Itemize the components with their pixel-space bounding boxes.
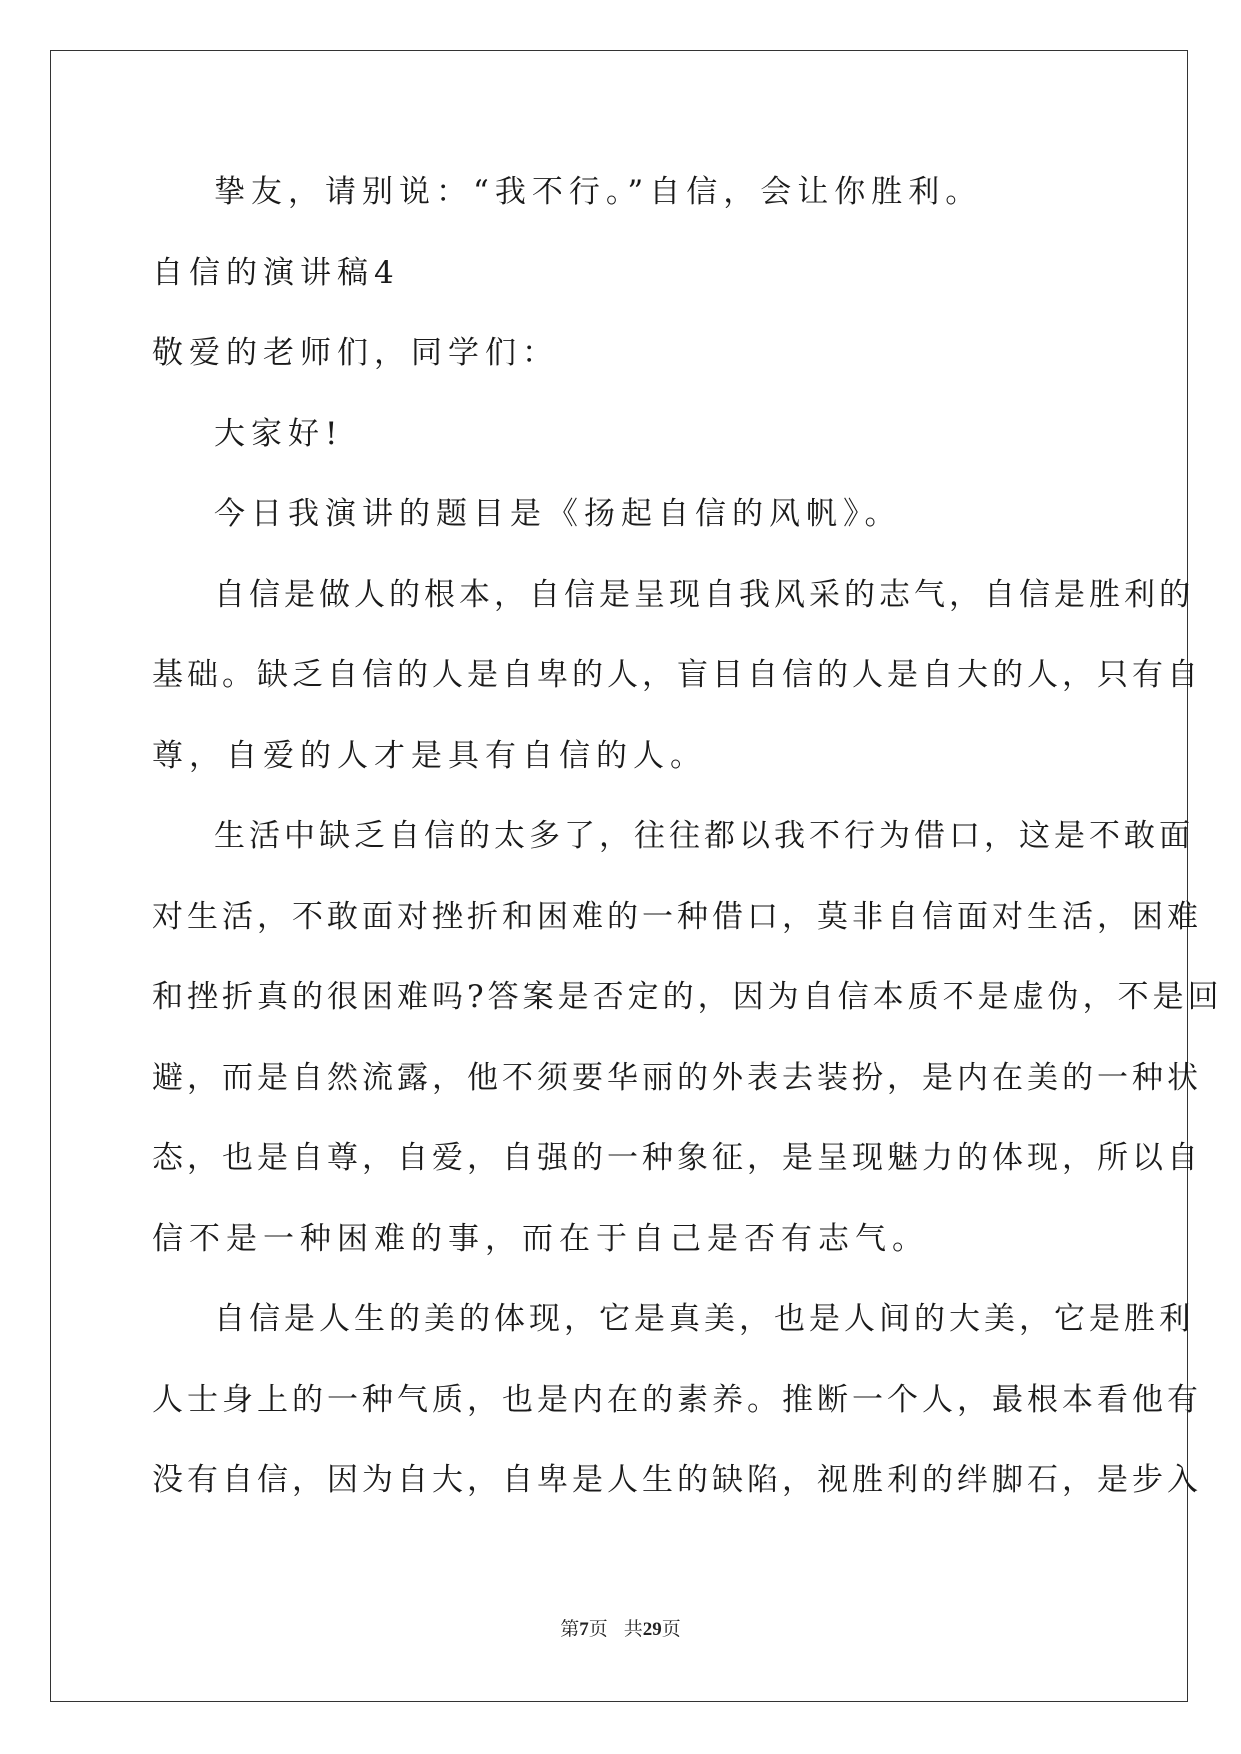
salutation: 敬爱的老师们，同学们：	[152, 335, 559, 371]
paragraph-line: 人士身上的一种气质，也是内在的素养。推断一个人，最根本看他有	[152, 1382, 1202, 1418]
page-suffix: 页	[588, 1618, 608, 1640]
greeting: 大家好!	[214, 416, 344, 452]
paragraph-line: 生活中缺乏自信的太多了，往往都以我不行为借口，这是不敢面	[214, 818, 1194, 854]
paragraph-line: 态，也是自尊，自爱，自强的一种象征，是呈现魅力的体现，所以自	[152, 1140, 1202, 1176]
paragraph-line: 尊，自爱的人才是具有自信的人。	[152, 738, 707, 774]
section-heading: 自信的演讲稿4	[152, 255, 400, 291]
paragraph-line: 自信是做人的根本，自信是呈现自我风采的志气，自信是胜利的	[214, 577, 1194, 613]
page-border	[50, 50, 1223, 1702]
total-pages: 29	[642, 1619, 662, 1640]
total-suffix: 页	[661, 1618, 681, 1640]
paragraph-line: 今日我演讲的题目是《扬起自信的风帆》。	[214, 496, 902, 532]
paragraph-line: 自信是人生的美的体现，它是真美，也是人间的大美，它是胜利	[214, 1301, 1194, 1337]
total-prefix: 共	[623, 1618, 643, 1640]
page-prefix: 第	[560, 1618, 580, 1640]
paragraph-line: 避，而是自然流露，他不须要华丽的外表去装扮，是内在美的一种状	[152, 1060, 1202, 1096]
paragraph-line: 和挫折真的很困难吗?答案是否定的，因为自信本质不是虚伪，不是回	[152, 979, 1223, 1015]
paragraph-line: 基础。缺乏自信的人是自卑的人，盲目自信的人是自大的人，只有自	[152, 657, 1202, 693]
page-footer	[0, 1617, 1241, 1642]
page-number: 7	[579, 1619, 589, 1640]
paragraph-line: 信不是一种困难的事，而在于自己是否有志气。	[152, 1221, 929, 1257]
paragraph-line: 挚友，请别说：“我不行。”自信，会让你胜利。	[214, 174, 983, 210]
paragraph-line: 没有自信，因为自大，自卑是人生的缺陷，视胜利的绊脚石，是步入	[152, 1462, 1202, 1498]
paragraph-line: 对生活，不敢面对挫折和困难的一种借口，莫非自信面对生活，困难	[152, 899, 1202, 935]
